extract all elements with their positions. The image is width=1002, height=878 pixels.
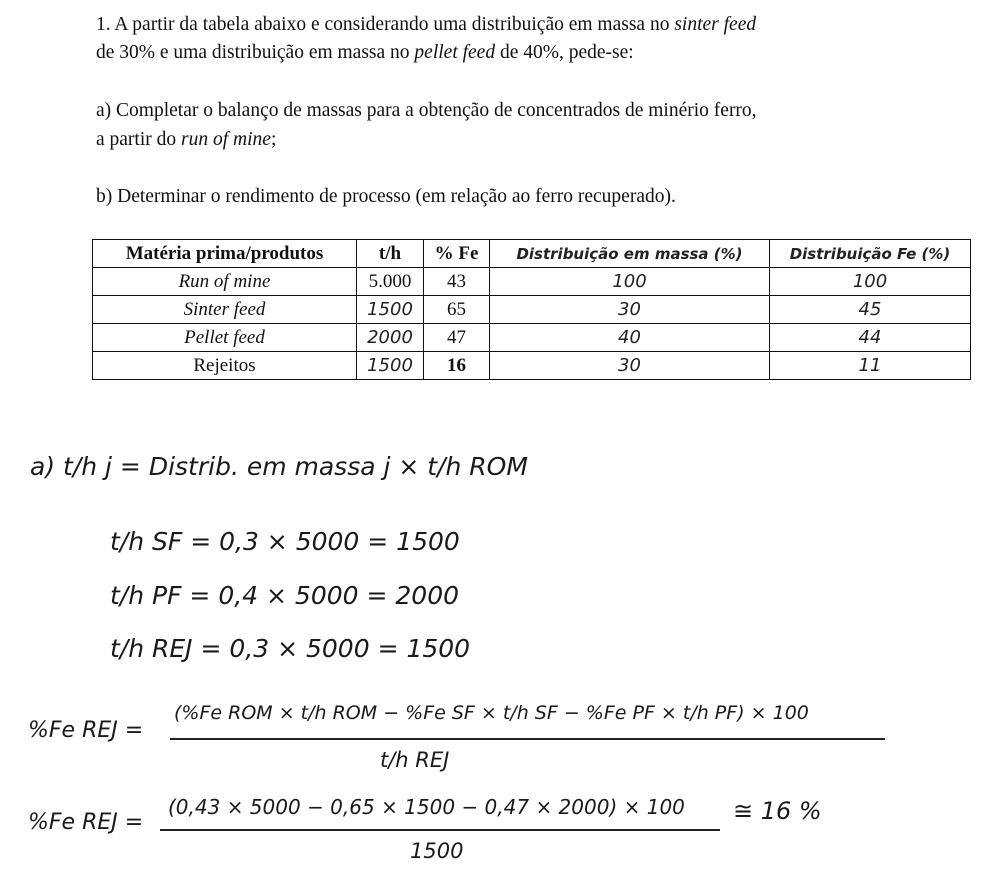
cell-material: Rejeitos	[93, 352, 357, 380]
cell-mass-distribution: 40	[490, 324, 770, 352]
fe-rej-result: ≅ 16 %	[733, 797, 822, 825]
fe-rej-denominator-2: 1500	[410, 839, 464, 863]
cell-th: 1500	[357, 296, 424, 324]
cell-th: 1500	[357, 352, 424, 380]
header-material: Matéria prima/produtos	[93, 240, 357, 268]
table-row	[93, 268, 971, 296]
cell-th: 2000	[357, 324, 424, 352]
cell-fe-distribution: 45	[770, 296, 971, 324]
cell-material: Sinter feed	[93, 296, 357, 324]
header-fe-distribution: Distribuição Fe (%)	[770, 240, 971, 268]
question-line-1: 1. A partir da tabela abaixo e considerando uma distribuição em massa no sinter feed	[96, 14, 757, 35]
cell-mass-distribution: 30	[490, 296, 770, 324]
header-fe: % Fe	[424, 240, 490, 268]
fraction-bar-2	[160, 829, 720, 831]
cell-material: Run of mine	[93, 268, 357, 296]
cell-th: 5.000	[357, 268, 424, 296]
header-mass-distribution: Distribuição em massa (%)	[490, 240, 770, 268]
item-a-line-1: a) Completar o balanço de massas para a obtenção de concentrados de minério ferro,	[96, 100, 757, 121]
table-header-row	[93, 240, 971, 268]
cell-material: Pellet feed	[93, 324, 357, 352]
fe-rej-numerator-1: (%Fe ROM × t/h ROM − %Fe SF × t/h SF − %Fe PF × t/h PF) × 100	[174, 702, 809, 724]
cell-fe-distribution: 11	[770, 352, 971, 380]
cell-fe-distribution: 100	[770, 268, 971, 296]
cell-fe: 43	[424, 268, 490, 296]
cell-fe-distribution: 44	[770, 324, 971, 352]
fe-rej-label-1: %Fe REJ =	[28, 718, 144, 743]
mass-balance-table	[92, 239, 971, 380]
item-a-line-2: a partir do run of mine;	[96, 129, 277, 150]
fe-rej-numerator-2: (0,43 × 5000 − 0,65 × 1500 − 0,47 × 2000) × 100	[168, 795, 685, 819]
cell-mass-distribution: 100	[490, 268, 770, 296]
header-th: t/h	[357, 240, 424, 268]
item-b-line: b) Determinar o rendimento de processo (em relação ao ferro recuperado).	[96, 186, 676, 207]
table-row	[93, 324, 971, 352]
table-row	[93, 352, 971, 380]
cell-mass-distribution: 30	[490, 352, 770, 380]
pellet-feed-calc: t/h PF = 0,4 × 5000 = 2000	[110, 581, 459, 610]
cell-fe: 47	[424, 324, 490, 352]
question-line-2: de 30% e uma distribuição em massa no pellet feed de 40%, pede-se:	[96, 42, 634, 63]
cell-fe: 65	[424, 296, 490, 324]
fraction-bar-1	[170, 738, 885, 740]
table-row	[93, 296, 971, 324]
rejects-calc: t/h REJ = 0,3 × 5000 = 1500	[110, 634, 471, 663]
sinter-feed-calc: t/h SF = 0,3 × 5000 = 1500	[110, 527, 460, 556]
fe-rej-label-2: %Fe REJ =	[28, 810, 144, 835]
fe-rej-denominator-1: t/h REJ	[380, 748, 450, 772]
cell-fe: 16	[424, 352, 490, 380]
formula-line: a) t/h j = Distrib. em massa j × t/h ROM	[30, 452, 528, 481]
